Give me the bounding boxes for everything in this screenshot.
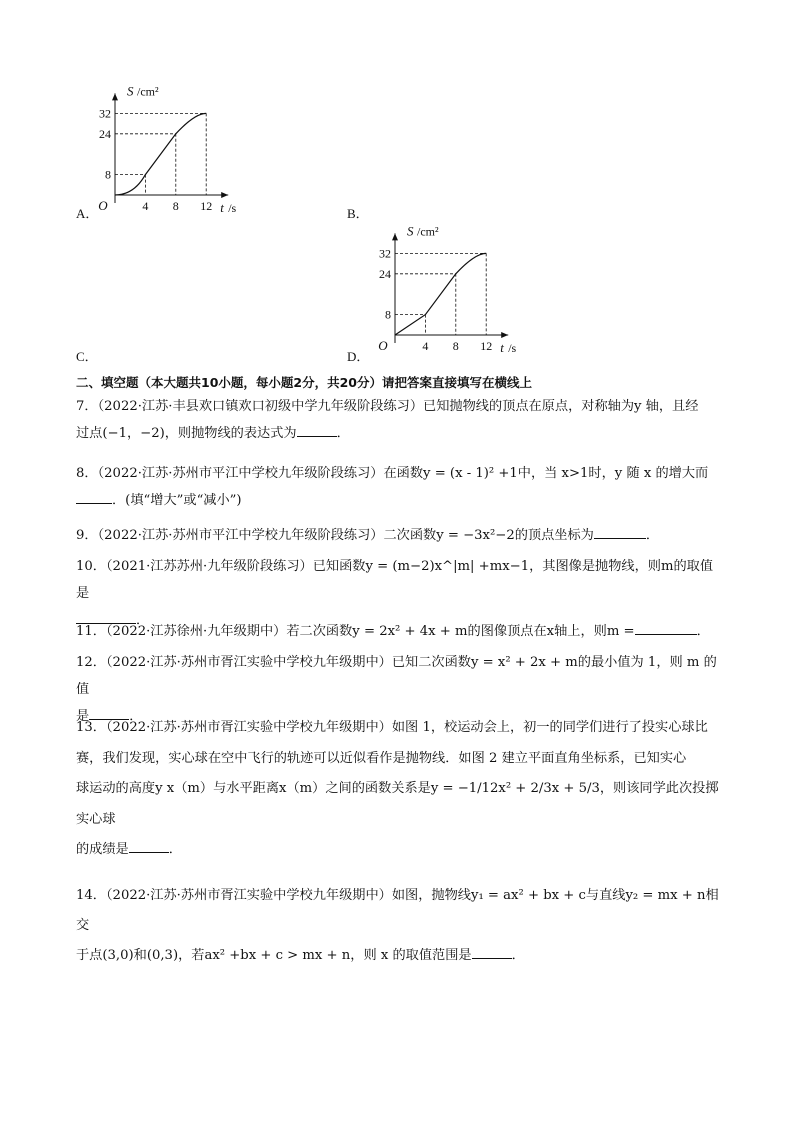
y-tick-label: 24 bbox=[99, 126, 111, 141]
question-13-text: 的成绩是 bbox=[76, 842, 129, 857]
x-axis-label: t bbox=[220, 200, 224, 215]
data-curve bbox=[395, 253, 486, 335]
period: ． bbox=[511, 948, 525, 963]
x-axis-unit: /s bbox=[228, 201, 237, 215]
question-14-line1: 14．（2022·江苏·苏州市胥江实验中学校九年级期中）如图，抛物线y₁ = ax² + bx + c与直线y₂ = mx + n相交 bbox=[76, 888, 719, 933]
x-axis-arrow bbox=[501, 332, 508, 338]
y-axis-label: S bbox=[407, 223, 414, 239]
origin-label: O bbox=[98, 198, 108, 213]
y-axis-arrow bbox=[392, 233, 398, 240]
option-a-label: A． bbox=[76, 206, 99, 221]
question-9-line bbox=[76, 522, 726, 549]
y-tick-label: 8 bbox=[385, 307, 391, 322]
question-9 bbox=[76, 522, 726, 549]
question-11-line bbox=[76, 618, 726, 645]
period: ． bbox=[336, 426, 350, 441]
question-13-line3: 球运动的高度y x（m）与水平距离x（m）之间的函数关系是y = −1/12x² + 2/3x + 5/3，则该同学此次投掷实心球 bbox=[76, 781, 719, 827]
answer-blank[interactable] bbox=[472, 944, 512, 959]
option-c-label: C． bbox=[76, 349, 98, 364]
question-13 bbox=[76, 713, 726, 866]
x-tick-label: 4 bbox=[142, 199, 149, 213]
answer-blank[interactable] bbox=[129, 838, 169, 853]
question-11-text: 11．（2022·江苏徐州·九年级期中）若二次函数y = 2x² + 4x + m的图像顶点在x轴上，则m = bbox=[76, 624, 635, 639]
y-tick-label: 8 bbox=[105, 167, 111, 182]
answer-blank[interactable] bbox=[635, 620, 697, 635]
y-axis-unit: /cm² bbox=[417, 224, 439, 239]
section-title: 二、填空题（本大题共10小题，每小题2分，共20分）请把答案直接填写在横线上 bbox=[76, 375, 532, 390]
question-7 bbox=[76, 393, 726, 447]
y-axis-unit: /cm² bbox=[137, 84, 159, 99]
question-8-line2 bbox=[76, 487, 726, 514]
answer-blank[interactable] bbox=[297, 422, 337, 437]
question-10-line1: 10．（2021·江苏苏州·九年级阶段练习）已知函数y = (m−2)x^|m| +mx−1，其图像是抛物线，则m的取值是 bbox=[76, 559, 714, 601]
question-8 bbox=[76, 460, 726, 514]
y-axis-label: S bbox=[127, 83, 134, 99]
question-7-line2 bbox=[76, 420, 726, 447]
period: ． bbox=[696, 624, 710, 639]
question-13-line1: 13．（2022·江苏·苏州市胥江实验中学校九年级期中）如图 1，校运动会上，初一的同学们进行了投实心球比 bbox=[76, 720, 708, 735]
question-14 bbox=[76, 881, 726, 971]
question-8-line1: 8．（2022·江苏·苏州市平江中学校九年级阶段练习）在函数y = (x - 1)² +1中，当 x>1时，y 随 x 的增大而 bbox=[76, 466, 709, 481]
x-tick-label: 4 bbox=[422, 339, 429, 353]
x-axis-unit: /s bbox=[508, 341, 517, 355]
option-b-label: B． bbox=[347, 206, 369, 221]
period: ． bbox=[129, 709, 143, 724]
question-12-line1: 12．（2022·江苏·苏州市胥江实验中学校九年级期中）已知二次函数y = x² + 2x + m的最小值为 1，则 m 的值 bbox=[76, 655, 717, 697]
question-9-text: 9．（2022·江苏·苏州市平江中学校九年级阶段练习）二次函数y = −3x²−2的顶点坐标为 bbox=[76, 528, 594, 543]
option-d-label: D． bbox=[347, 349, 370, 364]
x-tick-label: 8 bbox=[452, 339, 459, 353]
x-axis-arrow bbox=[221, 192, 228, 198]
x-tick-label: 12 bbox=[480, 339, 493, 353]
question-8-text: ．(填“增大”或“减小”) bbox=[112, 493, 242, 508]
x-tick-label: 8 bbox=[172, 199, 179, 213]
y-tick-label: 24 bbox=[379, 266, 391, 281]
answer-blank[interactable] bbox=[594, 524, 646, 539]
chart-option-a bbox=[90, 83, 260, 224]
question-7-text: 过点(−1，−2)，则抛物线的表达式为 bbox=[76, 426, 297, 441]
y-tick-label: 32 bbox=[99, 106, 111, 121]
question-13-line4 bbox=[76, 835, 726, 866]
chart-d-svg bbox=[370, 223, 540, 360]
question-7-line1: 7．（2022·江苏·丰县欢口镇欢口初级中学九年级阶段练习）已知抛物线的顶点在原点，对称轴为y 轴，且经 bbox=[76, 399, 699, 414]
period: ． bbox=[136, 613, 150, 628]
y-tick-label: 32 bbox=[379, 246, 391, 261]
question-13-line2: 赛，我们发现，实心球在空中飞行的轨迹可以近似看作是抛物线．如图 2 建立平面直角坐标系，已知实心 bbox=[76, 750, 687, 766]
x-axis-label: t bbox=[500, 340, 504, 355]
y-axis-arrow bbox=[112, 93, 118, 100]
question-14-line2 bbox=[76, 941, 726, 971]
x-tick-label: 12 bbox=[200, 199, 213, 213]
period: ． bbox=[168, 842, 182, 857]
chart-option-d bbox=[370, 223, 540, 364]
data-curve bbox=[115, 113, 206, 195]
question-12-text: 是 bbox=[76, 709, 90, 724]
question-14-text: 于点(3,0)和(0,3)，若ax² +bx + c > mx + n，则 x 的取值范围是 bbox=[76, 948, 472, 963]
answer-blank[interactable] bbox=[76, 489, 112, 504]
period: ． bbox=[645, 528, 660, 543]
origin-label: O bbox=[378, 338, 388, 353]
question-11 bbox=[76, 618, 726, 645]
chart-a-svg bbox=[90, 83, 260, 220]
